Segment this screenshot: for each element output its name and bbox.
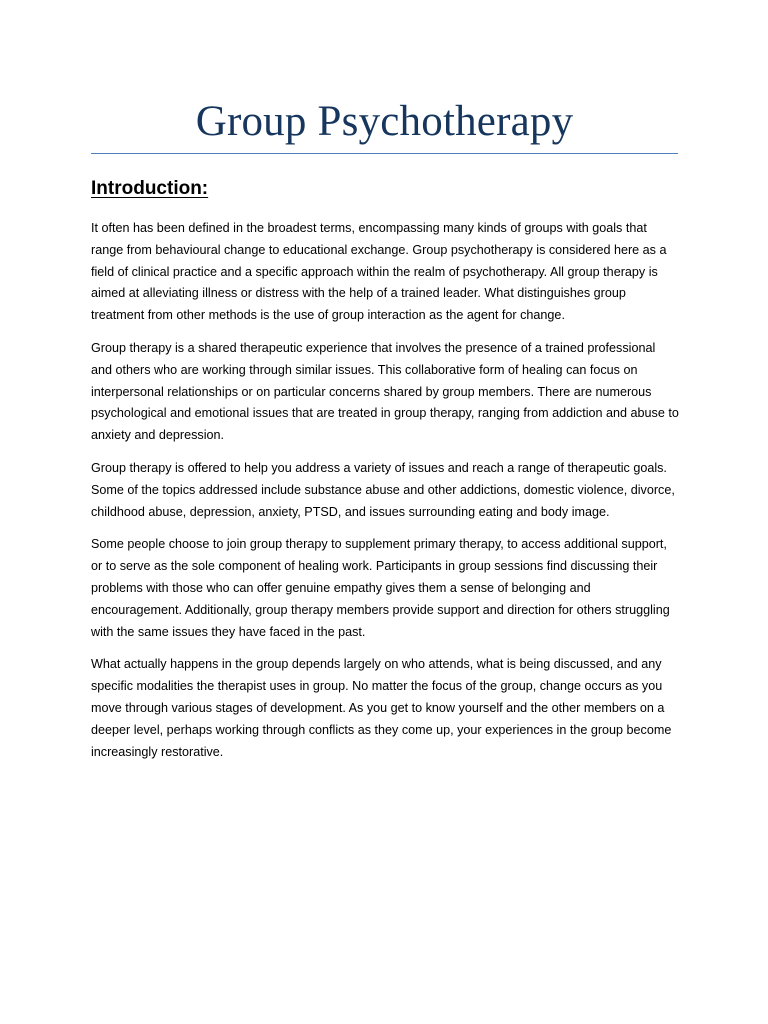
- paragraph-5: What actually happens in the group depends largely on who attends, what is being discussed, and any specific modalities the therapist uses in group. No matter the focus of the group, change occurs as you move through various stages of development. As you get to know yourself and the other members on a deeper level, perhaps working through conflicts as they come up, your experiences in the group become increasingly restorative.: [91, 657, 672, 759]
- paragraph-2: Group therapy is a shared therapeutic experience that involves the presence of a trained professional and others who are working through similar issues. This collaborative form of healing can focus on interpersonal relationships or on particular concerns shared by group members. There are numerous psychological and emotional issues that are treated in group therapy, ranging from addiction and abuse to anxiety and depression.: [91, 340, 679, 443]
- paragraph-3: Group therapy is offered to help you address a variety of issues and reach a range of therapeutic goals. Some of the topics addressed include substance abuse and other addictions, domestic violence, divorce, childhood abuse, depression, anxiety, PTSD, and issues surrounding eating and body image.: [91, 460, 675, 519]
- paragraph-4: Some people choose to join group therapy to supplement primary therapy, to access additional support, or to serve as the sole component of healing work. Participants in group sessions find discussing their problems with those who can offer genuine empathy gives them a sense of belonging and encouragement. Additionally, group therapy members provide support and direction for others struggling with the same issues they have faced in the past.: [91, 537, 670, 639]
- title-divider: [91, 153, 678, 154]
- document-title: Group Psychotherapy: [195, 98, 574, 145]
- paragraph-1: It often has been defined in the broadest terms, encompassing many kinds of groups with goals that range from behavioural change to educational exchange. Group psychotherapy is considered here as a field of clinical practice and a specific approach within the realm of psychotherapy. All group therapy is aimed at alleviating illness or distress with the help of a trained leader. What distinguishes group treatment from other methods is the use of group interaction as the agent for change.: [91, 221, 667, 323]
- document-body: [91, 218, 679, 774]
- section-heading: Introduction:: [91, 178, 209, 199]
